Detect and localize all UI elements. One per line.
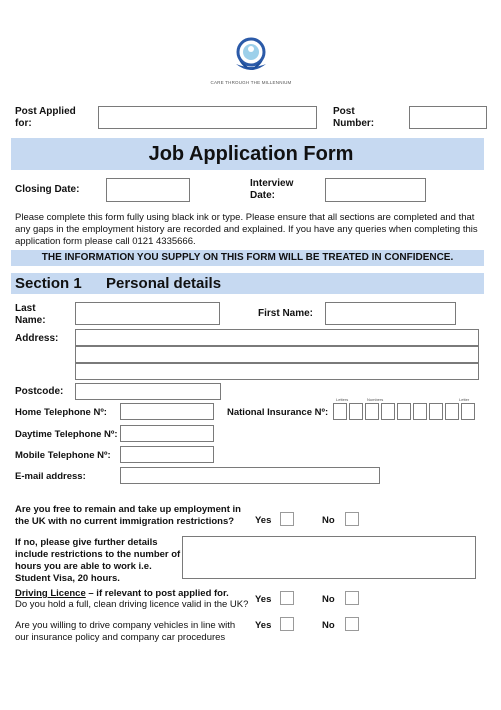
ni-cell[interactable] (413, 403, 427, 420)
immigration-yes-checkbox[interactable] (280, 512, 294, 526)
last-name-label: Last Name: (15, 303, 46, 326)
closing-date-label: Closing Date: (15, 184, 80, 195)
confidential-notice: THE INFORMATION YOU SUPPLY ON THIS FORM WILL BE TREATED IN CONFIDENCE. (41, 252, 454, 263)
immigration-yes-label: Yes (255, 515, 272, 526)
driving-licence-suffix: – if relevant to post applied for. (85, 588, 229, 599)
address-line-2[interactable] (75, 346, 479, 363)
postcode-field[interactable] (75, 383, 221, 400)
mobile-telephone-field[interactable] (120, 446, 214, 463)
ni-cell[interactable] (397, 403, 411, 420)
home-telephone-field[interactable] (120, 403, 214, 420)
daytime-telephone-field[interactable] (120, 425, 214, 442)
company-logo (228, 30, 274, 78)
address-line-1[interactable] (75, 329, 479, 346)
interview-date-field[interactable] (325, 178, 426, 202)
immigration-question: Are you free to remain and take up employment in the UK with no current immigration restrictions? (15, 504, 241, 527)
post-number-field[interactable] (409, 106, 487, 129)
first-name-label: First Name: (258, 308, 314, 319)
vehicles-yes-checkbox[interactable] (280, 617, 294, 631)
vehicles-no-label: No (322, 620, 335, 631)
ni-hint-letter: Letter (459, 397, 470, 402)
ni-hint-numbers: Numbers (367, 397, 384, 402)
mobile-telephone-label: Mobile Telephone Nº: (15, 450, 111, 461)
immigration-no-label: No (322, 515, 335, 526)
ni-hint-letters: Letters (336, 397, 349, 402)
licence-yes-checkbox[interactable] (280, 591, 294, 605)
restrictions-question: If no, please give further details include restrictions to the number of hours you are able to work i.e. Student Visa, 20 hours. (15, 537, 181, 584)
ni-cell[interactable] (349, 403, 363, 420)
national-insurance-field[interactable] (333, 397, 480, 420)
licence-no-checkbox[interactable] (345, 591, 359, 605)
company-vehicles-question: Are you willing to drive company vehicles in line with our insurance policy and company car procedures (15, 620, 236, 643)
form-title: Job Application Form (148, 143, 354, 165)
ni-cell[interactable] (445, 403, 459, 420)
address-line-3[interactable] (75, 363, 479, 380)
interview-date-label: Interview Date: (250, 178, 294, 201)
driving-licence-heading: Driving Licence (15, 588, 86, 599)
post-number-label: Post Number: (333, 106, 375, 129)
ni-cell[interactable] (429, 403, 443, 420)
logo-emblem-icon (228, 30, 274, 78)
immigration-no-checkbox[interactable] (345, 512, 359, 526)
post-applied-field[interactable] (98, 106, 317, 129)
closing-date-field[interactable] (106, 178, 190, 202)
ni-cell[interactable] (461, 403, 475, 420)
licence-no-label: No (322, 594, 335, 605)
ni-cell[interactable] (365, 403, 379, 420)
vehicles-no-checkbox[interactable] (345, 617, 359, 631)
section1-number: Section 1 (15, 275, 82, 292)
email-field[interactable] (120, 467, 380, 484)
restrictions-details-field[interactable] (182, 536, 476, 579)
address-label: Address: (15, 333, 59, 344)
licence-yes-label: Yes (255, 594, 272, 605)
vehicles-yes-label: Yes (255, 620, 272, 631)
daytime-telephone-label: Daytime Telephone Nº: (15, 429, 118, 440)
section1-band (11, 273, 484, 294)
ni-cell[interactable] (381, 403, 395, 420)
ni-cell[interactable] (333, 403, 347, 420)
first-name-field[interactable] (325, 302, 456, 325)
home-telephone-label: Home Telephone Nº: (15, 407, 107, 418)
email-label: E-mail address: (15, 471, 86, 482)
last-name-field[interactable] (75, 302, 220, 325)
national-insurance-label: National Insurance Nº: (227, 407, 329, 418)
instructions-text: Please complete this form fully using black ink or type. Please ensure that all sections are completed and that any gaps in the employment history are recorded and explained. If you have any queries when completing this application form please call 0121 4335666. (15, 212, 478, 247)
driving-licence-question: Do you hold a full, clean driving licence valid in the UK? (15, 599, 249, 610)
post-applied-label: Post Applied for: (15, 106, 76, 129)
section1-title: Personal details (106, 275, 222, 292)
logo-tagline: CARE THROUGH THE MILLENNIUM (210, 80, 292, 85)
postcode-label: Postcode: (15, 386, 64, 397)
